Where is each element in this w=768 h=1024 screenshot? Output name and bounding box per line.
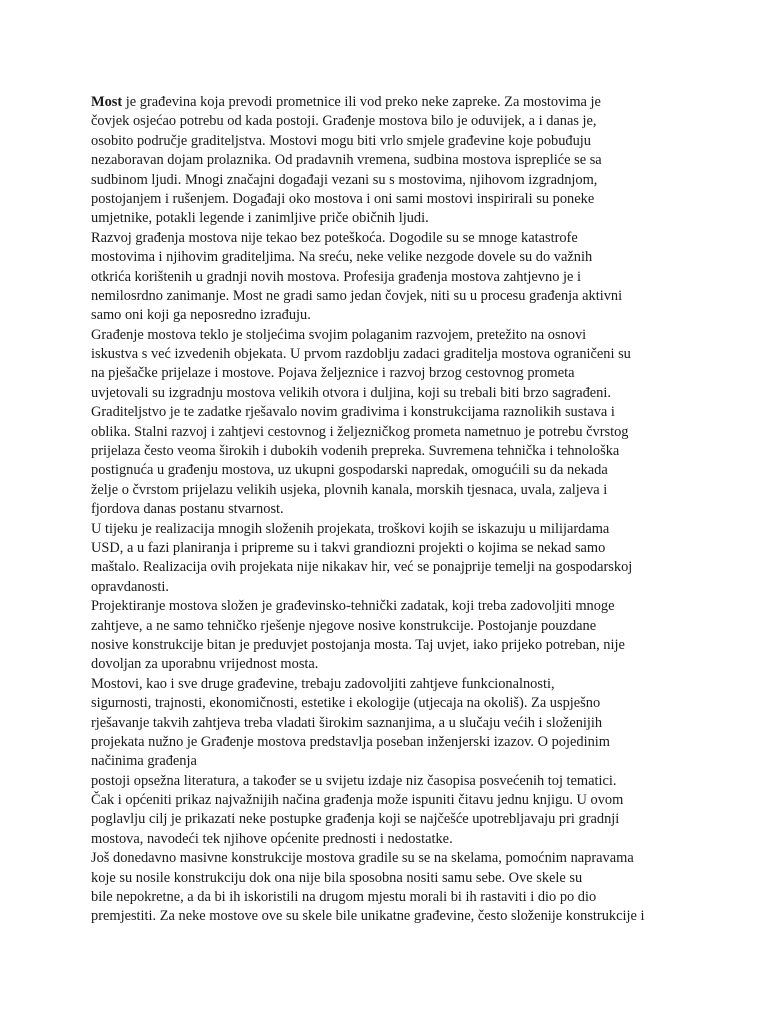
text-line: Razvoj građenja mostova nije tekao bez poteškoća. Dogodile su se mnoge katastrofe bbox=[91, 229, 578, 246]
text-line: postojanjem i rušenjem. Događaji oko mostova i oni sami mostovi inspirirali su poneke bbox=[91, 190, 595, 207]
text-line: iskustva s već izvedenih objekata. U prvom razdoblju zadaci graditelja mostova ograničeni su bbox=[91, 346, 631, 363]
text-line: na pješačke prijelaze i mostove. Pojava željeznice i razvoj brzog cestovnog prometa bbox=[91, 365, 575, 382]
text-line: čovjek osjećao potrebu od kada postoji. Građenje mostova bilo je oduvijek, a i danas je, bbox=[91, 113, 597, 130]
text-line: fjordova danas postanu stvarnost. bbox=[91, 501, 284, 518]
text-line: samo oni koji ga neposredno izrađuju. bbox=[91, 307, 311, 324]
text-line: Još donedavno masivne konstrukcije mostova gradile su se na skelama, pomoćnim napravama bbox=[91, 850, 634, 867]
text-line: prijelaza često veoma širokih i dubokih vodenih prepreka. Suvremena tehnička i tehnološka bbox=[91, 443, 620, 460]
text-line: zahtjeve, a ne samo tehničko rješenje njegove nosive konstrukcije. Postojanje pouzdane bbox=[91, 617, 597, 634]
text-line: maštalo. Realizacija ovih projekata nije nikakav hir, već se ponajprije temelji na gospodarskoj bbox=[91, 559, 633, 576]
text-line: nezaboravan dojam prolaznika. Od pradavnih vremena, sudbina mostova isprepliće se sa bbox=[91, 152, 602, 169]
text-line: koje su nosile konstrukciju dok ona nije bila sposobna nositi samu sebe. Ove skele su bbox=[91, 869, 583, 886]
text-line: nosive konstrukcije bitan je preduvjet postojanja mosta. Taj uvjet, iako prijeko potreban, nije bbox=[91, 636, 625, 653]
text-line: mostovima i njihovim graditeljima. Na sreću, neke velike nezgode dovele su do važnih bbox=[91, 249, 593, 266]
text-line bbox=[91, 93, 681, 112]
text-line: Graditeljstvo je te zadatke rješavalo novim gradivima i konstrukcijama raznolikih sustava i bbox=[91, 404, 615, 421]
text-line-rest: je građevina koja prevodi prometnice ili vod preko neke zapreke. Za mostovima je bbox=[122, 94, 601, 110]
text-line: sigurnosti, trajnosti, ekonomičnosti, estetike i ekologije (utjecaja na okoliš). Za uspješno bbox=[91, 695, 601, 712]
text-line: otkrića korištenih u gradnji novih mostova. Profesija građenja mostova zahtjevno je i bbox=[91, 268, 581, 285]
text-line: postoji opsežna literatura, a također se u svijetu izdaje niz časopisa posvećenih toj tematici. bbox=[91, 772, 617, 789]
text-line: projekata nužno je Građenje mostova predstavlja poseban inženjerski izazov. O pojedinim bbox=[91, 733, 610, 750]
text-line: Mostovi, kao i sve druge građevine, trebaju zadovoljiti zahtjeve funkcionalnosti, bbox=[91, 675, 555, 692]
text-line: opravdanosti. bbox=[91, 578, 169, 595]
text-line: uvjetovali su izgradnju mostova velikih otvora i duljina, koji su trebali biti brzo sagrađeni. bbox=[91, 384, 611, 401]
text-line: postignuća u građenju mostova, uz ukupni gospodarski napredak, omogućili su da nekada bbox=[91, 462, 608, 479]
text-line: poglavlju cilj je prikazati neke postupke građenja koji se najčešće upotrebljavaju pri gradnji bbox=[91, 811, 620, 828]
text-line: umjetnike, potakli legende i zanimljive priče običnih ljudi. bbox=[91, 210, 429, 227]
text-line: rješavanje takvih zahtjeva treba vladati širokim saznanjima, a u slučaju većih i složenijih bbox=[91, 714, 603, 731]
text-line: USD, a u fazi planiranja i pripreme su i takvi grandiozni projekti o kojima se nekad samo bbox=[91, 539, 606, 556]
text-line: želje o čvrstom prijelazu velikih usjeka, plovnih kanala, morskih tjesnaca, uvala, zaljeva i bbox=[91, 481, 608, 498]
text-line: nemilosrdno zanimanje. Most ne gradi samo jedan čovjek, niti su u procesu građenja aktivni bbox=[91, 287, 623, 304]
text-line: mostova, navodeći tek njihove općenite prednosti i nedostatke. bbox=[91, 830, 453, 847]
text-line: Čak i općeniti prikaz najvažnijih načina građenja može ispuniti čitavu jednu knjigu. U ovom bbox=[91, 792, 624, 809]
text-line: bile nepokretne, a da bi ih iskoristili na drugom mjestu morali bi ih rastaviti i dio po dio bbox=[91, 889, 597, 906]
document-body bbox=[91, 93, 681, 927]
text-line: dovoljan za uporabnu vrijednost mosta. bbox=[91, 656, 319, 673]
text-line: U tijeku je realizacija mnogih složenih projekata, troškovi kojih se iskazuju u milijardama bbox=[91, 520, 610, 537]
text-line: osobito područje graditeljstva. Mostovi mogu biti vrlo smjele građevine koje pobuđuju bbox=[91, 132, 591, 149]
lead-word: Most bbox=[91, 94, 123, 110]
text-line: Projektiranje mostova složen je građevinsko-tehnički zadatak, koji treba zadovoljiti mnoge bbox=[91, 598, 615, 615]
text-line: Građenje mostova teklo je stoljećima svojim polaganim razvojem, pretežito na osnovi bbox=[91, 326, 587, 343]
text-line: oblika. Stalni razvoj i zahtjevi cestovnog i željezničkog prometa nametnuo je potrebu čvrstog bbox=[91, 423, 629, 440]
text-line: premjestiti. Za neke mostove ove su skele bile unikatne građevine, često složenije konstrukcije i bbox=[91, 908, 645, 925]
text-line: sudbinom ljudi. Mnogi značajni događaji vezani su s mostovima, njihovom izgradnjom, bbox=[91, 171, 598, 188]
text-line: načinima građenja bbox=[91, 753, 197, 770]
